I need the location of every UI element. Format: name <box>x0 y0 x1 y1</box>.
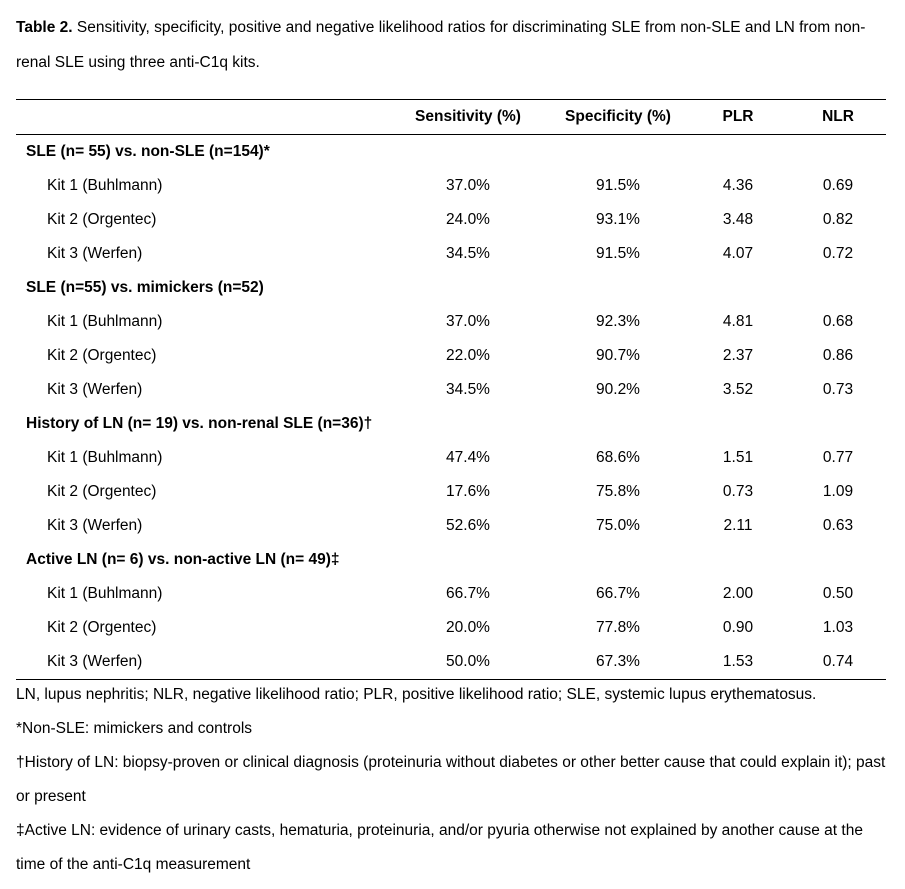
table-row <box>16 237 886 271</box>
kit-label: Kit 1 (Buhlmann) <box>47 449 163 466</box>
plr-cell: 3.52 <box>722 381 754 398</box>
sensitivity-cell: 34.5% <box>446 381 490 398</box>
table-row <box>16 645 886 680</box>
group-label: SLE (n= 55) vs. non-SLE (n=154)* <box>26 143 270 160</box>
plr-cell: 4.81 <box>722 313 754 330</box>
kit-label: Kit 3 (Werfen) <box>47 517 143 534</box>
table-row <box>16 203 886 237</box>
kit-label: Kit 1 (Buhlmann) <box>47 585 163 602</box>
sensitivity-cell: 17.6% <box>446 483 490 500</box>
sensitivity-cell: 34.5% <box>446 245 490 262</box>
table-row <box>16 577 886 611</box>
footnote-non-sle: *Non-SLE: mimickers and controls <box>16 720 253 737</box>
sensitivity-cell: 66.7% <box>446 585 490 602</box>
plr-cell: 2.37 <box>722 347 754 364</box>
plr-cell: 2.00 <box>722 585 754 602</box>
nlr-cell: 0.73 <box>822 381 854 398</box>
table-caption <box>16 10 891 80</box>
kit-label: Kit 3 (Werfen) <box>47 381 143 398</box>
table-row <box>16 509 886 543</box>
specificity-cell: 68.6% <box>596 449 640 466</box>
nlr-cell: 0.63 <box>822 517 854 534</box>
plr-cell: 1.51 <box>722 449 754 466</box>
group-header-row <box>16 543 886 577</box>
plr-cell: 3.48 <box>722 211 754 228</box>
column-header-specificity: Specificity (%) <box>550 100 686 135</box>
nlr-cell: 0.69 <box>822 177 854 194</box>
table-row <box>16 305 886 339</box>
kit-label: Kit 2 (Orgentec) <box>47 347 157 364</box>
sensitivity-cell: 37.0% <box>446 313 490 330</box>
specificity-cell: 90.7% <box>596 347 640 364</box>
specificity-cell: 93.1% <box>596 211 640 228</box>
plr-cell: 0.73 <box>722 483 754 500</box>
plr-cell: 2.11 <box>723 517 753 534</box>
plr-cell: 4.36 <box>722 177 754 194</box>
nlr-cell: 0.82 <box>822 211 854 228</box>
column-header-sensitivity: Sensitivity (%) <box>386 100 550 135</box>
column-header-label <box>16 100 386 135</box>
kit-label: Kit 1 (Buhlmann) <box>47 177 163 194</box>
nlr-cell: 0.68 <box>822 313 854 330</box>
table-footnotes <box>16 678 896 882</box>
footnote-history-ln: †History of LN: biopsy-proven or clinical diagnosis (proteinuria without diabetes or other better cause that could explain it); past or present <box>16 754 886 805</box>
footnote-abbreviations: LN, lupus nephritis; NLR, negative likelihood ratio; PLR, positive likelihood ratio; SLE, systemic lupus erythematosus. <box>16 686 817 703</box>
sensitivity-cell: 50.0% <box>386 645 550 680</box>
specificity-cell: 92.3% <box>596 313 640 330</box>
specificity-cell: 66.7% <box>596 585 640 602</box>
table-body <box>16 135 886 680</box>
table-caption-text: Sensitivity, specificity, positive and negative likelihood ratios for discriminating SLE from non-SLE and LN from non-renal SLE using three anti-C1q kits. <box>16 19 866 71</box>
kit-label: Kit 3 (Werfen) <box>47 245 143 262</box>
table-header-row <box>16 100 886 135</box>
table-row <box>16 339 886 373</box>
specificity-cell: 91.5% <box>596 177 640 194</box>
table-row <box>16 441 886 475</box>
sensitivity-cell: 52.6% <box>446 517 490 534</box>
group-header-row <box>16 407 886 441</box>
specificity-cell: 75.8% <box>596 483 640 500</box>
sensitivity-cell: 47.4% <box>446 449 490 466</box>
group-header-row <box>16 271 886 305</box>
nlr-cell: 0.86 <box>822 347 854 364</box>
specificity-cell: 75.0% <box>596 517 640 534</box>
table-row <box>16 475 886 509</box>
kit-label: Kit 1 (Buhlmann) <box>47 313 163 330</box>
specificity-cell: 90.2% <box>596 381 640 398</box>
sensitivity-cell: 22.0% <box>446 347 490 364</box>
sensitivity-cell: 37.0% <box>446 177 490 194</box>
group-label: SLE (n=55) vs. mimickers (n=52) <box>26 279 264 296</box>
table-caption-label: Table 2. <box>16 19 73 36</box>
plr-cell: 4.07 <box>722 245 754 262</box>
results-table <box>16 99 886 680</box>
table-row <box>16 169 886 203</box>
plr-cell: 1.53 <box>686 645 790 680</box>
group-label: History of LN (n= 19) vs. non-renal SLE (n=36)† <box>26 415 373 432</box>
column-header-nlr: NLR <box>790 100 886 135</box>
kit-label: Kit 2 (Orgentec) <box>47 211 157 228</box>
sensitivity-cell: 24.0% <box>446 211 490 228</box>
kit-label: Kit 3 (Werfen) <box>16 645 386 680</box>
specificity-cell: 77.8% <box>596 619 640 636</box>
column-header-plr: PLR <box>686 100 790 135</box>
group-header-row <box>16 135 886 170</box>
nlr-cell: 1.09 <box>822 483 854 500</box>
table-row <box>16 611 886 645</box>
kit-label: Kit 2 (Orgentec) <box>47 483 157 500</box>
specificity-cell: 67.3% <box>550 645 686 680</box>
nlr-cell: 1.03 <box>822 619 854 636</box>
kit-label: Kit 2 (Orgentec) <box>47 619 157 636</box>
nlr-cell: 0.72 <box>822 245 854 262</box>
table-row <box>16 373 886 407</box>
sensitivity-cell: 20.0% <box>446 619 490 636</box>
nlr-cell: 0.77 <box>822 449 854 466</box>
nlr-cell: 0.74 <box>790 645 886 680</box>
group-label: Active LN (n= 6) vs. non-active LN (n= 49)‡ <box>26 551 340 568</box>
plr-cell: 0.90 <box>722 619 754 636</box>
nlr-cell: 0.50 <box>822 585 854 602</box>
footnote-active-ln: ‡Active LN: evidence of urinary casts, hematuria, proteinuria, and/or pyuria otherwise not explained by another cause at the time of the anti-C1q measurement <box>16 822 863 873</box>
specificity-cell: 91.5% <box>596 245 640 262</box>
